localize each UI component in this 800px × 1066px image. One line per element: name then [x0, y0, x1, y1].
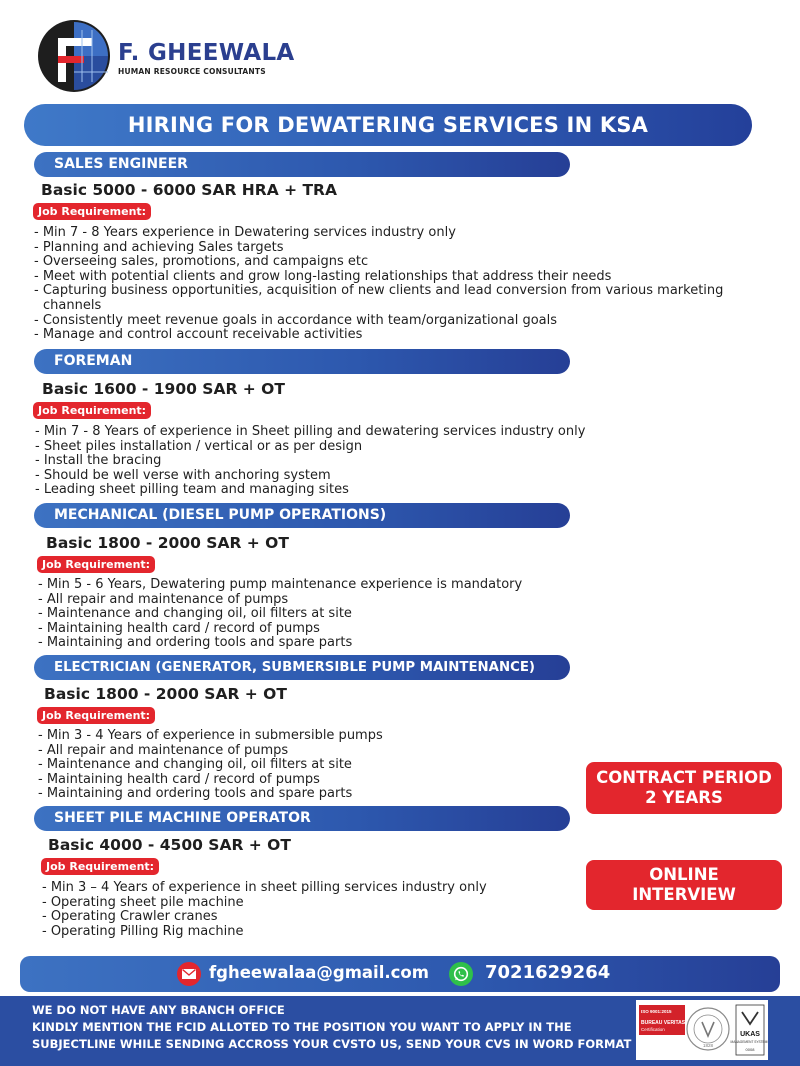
list-item: - Maintaining and ordering tools and spare parts	[38, 786, 353, 802]
footer-line-3: SUBJECTLINE WHILE SENDING ACCROSS YOUR CVSTO US, SEND YOUR CVS IN WORD FORMAT	[32, 1037, 632, 1051]
ukas-number: 0008	[745, 1047, 755, 1052]
certification-logos	[636, 1000, 768, 1060]
list-item: - Min 7 - 8 Years of experience in Sheet pilling and dewatering services industry only	[35, 424, 586, 439]
iso-text: ISO 9001:2015	[641, 1009, 672, 1014]
list-item: - Maintaining health card / record of pumps	[38, 620, 320, 636]
list-item: - Should be well verse with anchoring system	[35, 467, 331, 483]
contract-period-callout	[586, 762, 782, 814]
list-item: - Capturing business opportunities, acquisition of new clients and lead conversion from various marketing channels	[34, 283, 724, 313]
list-item: - Sheet piles installation / vertical or as per design	[35, 438, 363, 454]
job-requirement-badge: Job Requirement:	[37, 707, 155, 724]
job-requirement-badge: Job Requirement:	[41, 858, 159, 875]
footer-line-2: KINDLY MENTION THE FCID ALLOTED TO THE POSITION YOU WANT TO APPLY IN THE	[32, 1020, 572, 1034]
requirements-foreman	[35, 425, 585, 498]
page-title: HIRING FOR DEWATERING SERVICES IN KSA	[24, 104, 752, 146]
list-item: - All repair and maintenance of pumps	[38, 742, 289, 758]
salary-sheet-pile-operator: Basic 4000 - 4500 SAR + OT	[48, 836, 291, 854]
requirements-sales-engineer	[34, 226, 734, 343]
bureau-veritas-year: 1828	[702, 1043, 714, 1048]
interview-line-2: INTERVIEW	[632, 885, 736, 904]
salary-sales-engineer: Basic 5000 - 6000 SAR HRA + TRA	[41, 181, 337, 199]
salary-mechanical: Basic 1800 - 2000 SAR + OT	[46, 534, 289, 552]
list-item: - Min 7 - 8 Years experience in Dewatering services industry only	[34, 225, 456, 240]
list-item: - Maintenance and changing oil, oil filters at site	[38, 757, 352, 773]
list-item: - Operating Crawler cranes	[42, 909, 218, 925]
brand-tagline: HUMAN RESOURCE CONSULTANTS	[118, 67, 266, 76]
job-requirement-badge: Job Requirement:	[33, 203, 151, 220]
requirements-mechanical	[38, 578, 522, 651]
interview-line-1: ONLINE	[649, 865, 719, 884]
job-title-foreman: FOREMAN	[34, 349, 570, 374]
list-item: - Maintenance and changing oil, oil filters at site	[38, 606, 352, 622]
list-item: - Meet with potential clients and grow long-lasting relationships that address their needs	[34, 268, 612, 284]
requirements-electrician	[38, 729, 383, 802]
list-item: - All repair and maintenance of pumps	[38, 591, 289, 607]
ukas-subtitle: MANAGEMENT SYSTEMS	[730, 1040, 768, 1044]
list-item: - Operating Pilling Rig machine	[42, 923, 244, 939]
footer-line-1: WE DO NOT HAVE ANY BRANCH OFFICE	[32, 1003, 285, 1017]
company-logo	[36, 18, 112, 94]
list-item: - Min 3 – 4 Years of experience in sheet pilling services industry only	[42, 880, 487, 895]
list-item: - Maintaining and ordering tools and spare parts	[38, 635, 353, 651]
list-item: - Manage and control account receivable activities	[34, 327, 363, 343]
job-requirement-badge: Job Requirement:	[37, 556, 155, 573]
list-item: - Overseeing sales, promotions, and campaigns etc	[34, 254, 369, 270]
list-item: - Operating sheet pile machine	[42, 894, 244, 910]
ukas-text: UKAS	[740, 1031, 760, 1038]
requirements-sheet-pile-operator	[42, 881, 487, 939]
job-requirement-badge: Job Requirement:	[33, 402, 151, 419]
certification-label-text: Certification	[641, 1027, 665, 1032]
job-title-electrician: ELECTRICIAN (GENERATOR, SUBMERSIBLE PUMP MAINTENANCE)	[34, 655, 570, 680]
list-item: - Maintaining health card / record of pumps	[38, 771, 320, 787]
list-item: - Min 5 - 6 Years, Dewatering pump maintenance experience is mandatory	[38, 577, 523, 592]
bureau-veritas-text: BUREAU VERITAS	[641, 1020, 686, 1026]
contract-line-2: 2 YEARS	[645, 788, 723, 807]
email-icon	[177, 962, 201, 986]
brand-name: F. GHEEWALA	[118, 40, 295, 66]
email-link[interactable]: fgheewalaa@gmail.com	[209, 963, 429, 982]
online-interview-callout	[586, 860, 782, 910]
whatsapp-icon	[449, 962, 473, 986]
list-item: - Planning and achieving Sales targets	[34, 239, 284, 255]
phone-link[interactable]: 7021629264	[485, 962, 611, 983]
list-item: - Consistently meet revenue goals in accordance with team/organizational goals	[34, 312, 558, 328]
salary-foreman: Basic 1600 - 1900 SAR + OT	[42, 380, 285, 398]
list-item: - Install the bracing	[35, 453, 162, 469]
list-item: - Min 3 - 4 Years of experience in submersible pumps	[38, 728, 383, 743]
contract-line-1: CONTRACT PERIOD	[596, 768, 772, 787]
job-title-sheet-pile-operator: SHEET PILE MACHINE OPERATOR	[34, 806, 570, 831]
job-title-mechanical: MECHANICAL (DIESEL PUMP OPERATIONS)	[34, 503, 570, 528]
list-item: - Leading sheet pilling team and managing sites	[35, 482, 349, 498]
salary-electrician: Basic 1800 - 2000 SAR + OT	[44, 685, 287, 703]
job-title-sales-engineer: SALES ENGINEER	[34, 152, 570, 177]
certification-badge	[636, 1000, 768, 1060]
